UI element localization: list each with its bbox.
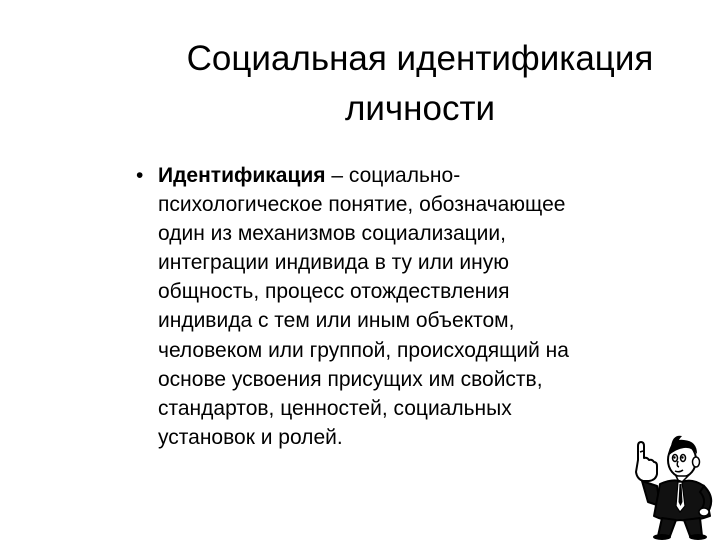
definition-line-9: установок и ролей. bbox=[158, 425, 343, 449]
definition-line-6: человеком или группой, происходящий на bbox=[158, 338, 569, 362]
definition-list bbox=[136, 161, 720, 452]
definition-line-3: интеграции индивида в ту или иную bbox=[158, 251, 510, 275]
definition-line-7: основе усвоения присущих им свойств, bbox=[158, 367, 543, 391]
definition-line-2: один из механизмов социализации, bbox=[158, 222, 506, 246]
definition-line-5: индивида с тем или иным объектом, bbox=[158, 309, 515, 333]
definition-bullet bbox=[136, 161, 720, 452]
definition-line-8: стандартов, ценностей, социальных bbox=[158, 396, 512, 420]
definition-first-line-rest: – социально- bbox=[325, 164, 461, 187]
definition-line-1: психологическое понятие, обозначающее bbox=[158, 193, 566, 217]
definition-line-0 bbox=[158, 161, 720, 190]
slide-title bbox=[120, 34, 720, 134]
slide-title-line-1: Социальная идентификация bbox=[186, 39, 654, 78]
bullet-dot: • bbox=[136, 164, 144, 187]
definition-term: Идентификация bbox=[158, 164, 326, 187]
definition-line-4: общность, процесс отождествления bbox=[158, 280, 510, 304]
slide-title-line-2: личности bbox=[344, 89, 496, 128]
pointing-man-icon bbox=[624, 420, 720, 540]
